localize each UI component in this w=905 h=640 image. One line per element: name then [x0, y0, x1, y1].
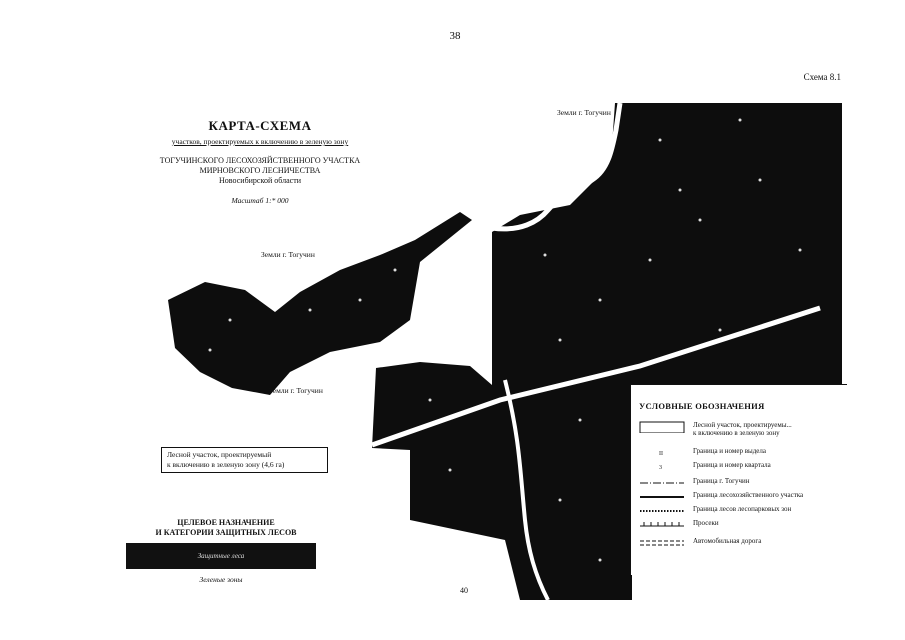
thick-line-icon [639, 491, 685, 503]
legend-text-1: Граница и номер выдела [693, 447, 766, 455]
legend-item-forestry-border [639, 491, 844, 503]
map-subtitle: участков, проектируемых к включению в зеленую зону [171, 137, 349, 146]
map-title: КАРТА-СХЕМА [208, 118, 312, 133]
label-lands-top: Земли г. Тогучин [557, 108, 611, 117]
info-line2: к включению в зеленую зону (4,6 га) [167, 460, 285, 469]
legend-item-park-border [639, 505, 844, 517]
legend-text-0a: Лесной участок, проектируемы... [693, 421, 792, 429]
purpose-bar: Защитные леса [126, 543, 316, 569]
label-lands-mid: Земли г. Тогучин [261, 250, 315, 259]
legend-item-clearings [639, 519, 844, 531]
legend-text-4: Граница лесохозяйственного участка [693, 491, 804, 499]
dash-dot-line-icon [639, 477, 685, 489]
legend [630, 384, 847, 575]
legend-text-6: Просеки [693, 519, 719, 527]
legend-title: УСЛОВНЫЕ ОБОЗНАЧЕНИЯ [639, 401, 765, 411]
info-box [161, 447, 328, 473]
legend-text-0 [693, 421, 792, 437]
legend-item-road [639, 537, 844, 549]
purpose-sub: Зеленые зоны [199, 575, 243, 584]
ticks-line-icon [639, 519, 685, 531]
legend-text-7: Автомобильная дорога [693, 537, 762, 545]
legend-text-0b: к включению в зеленую зону [693, 429, 780, 437]
purpose-heading-line1: ЦЕЛЕВОЕ НАЗНАЧЕНИЕ [177, 518, 275, 527]
legend-text-5: Граница лесов лесопарковых зон [693, 505, 792, 513]
svg-text:II: II [659, 451, 663, 457]
page-number-top: 38 [449, 30, 461, 42]
legend-item-city-border [639, 477, 844, 489]
open-box-icon [639, 421, 685, 433]
purpose-heading [126, 518, 326, 538]
forest-block-south [520, 560, 632, 600]
double-dash-icon [639, 537, 685, 549]
compartment-icon [639, 461, 685, 473]
region: Новосибирской области [219, 176, 301, 185]
purpose-heading-line2: И КАТЕГОРИИ ЗАЩИТНЫХ ЛЕСОВ [155, 528, 297, 537]
road-branch [470, 550, 512, 600]
legend-text-3: Граница г. Тогучин [693, 477, 750, 485]
org-line2: МИРНОВСКОГО ЛЕСНИЧЕСТВА [199, 166, 321, 175]
title-block [145, 118, 375, 205]
svg-text:3: 3 [659, 465, 662, 471]
legend-item-compartment [639, 461, 844, 473]
subcompartment-icon [639, 447, 685, 459]
org-line1: ТОГУЧИНСКОГО ЛЕСОХОЗЯЙСТВЕННОГО УЧАСТКА [159, 156, 361, 165]
page-number-bottom: 40 [460, 586, 468, 595]
dotted-line-icon [639, 505, 685, 517]
scheme-label: Схема 8.1 [803, 72, 841, 82]
legend-item-open-box [639, 421, 844, 439]
scale: Масштаб 1:* 000 [231, 196, 289, 205]
label-lands-low: Земли г. Тогучин [269, 386, 323, 395]
legend-text-2: Граница и номер квартала [693, 461, 771, 469]
legend-item-subcompartment [639, 447, 844, 459]
info-line1: Лесной участок, проектируемый [167, 450, 272, 459]
